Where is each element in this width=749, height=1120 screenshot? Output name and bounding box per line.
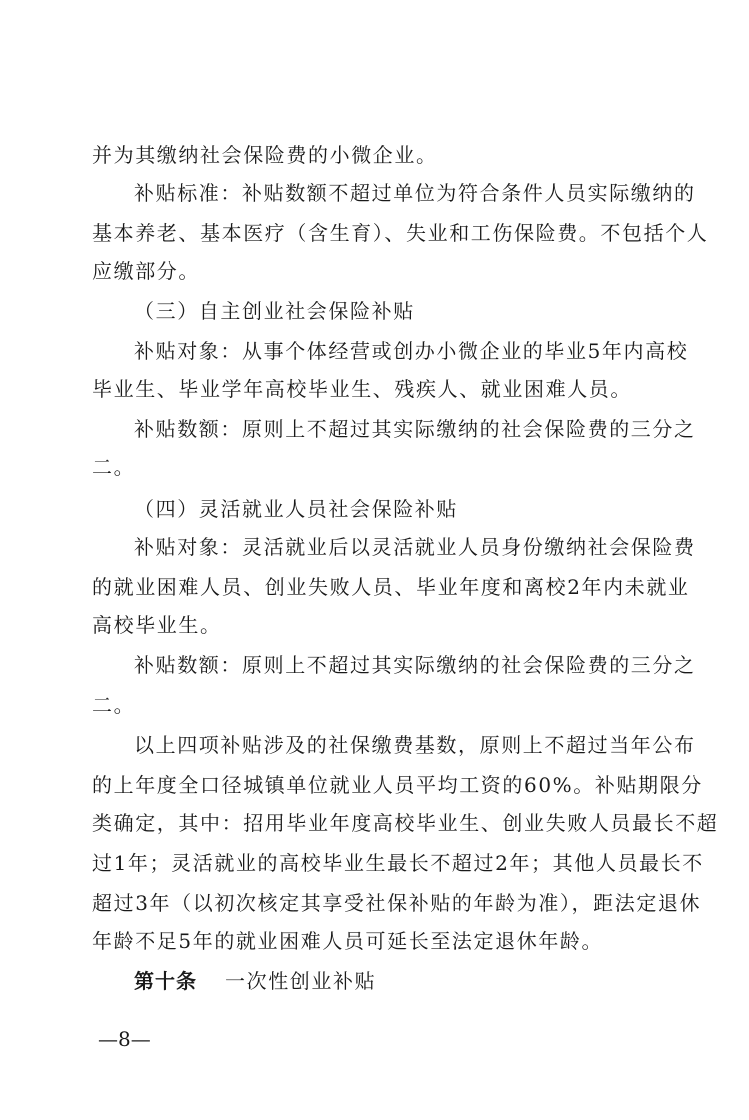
text-line: 高校毕业生。 xyxy=(92,613,222,637)
text-line: 补贴对象：灵活就业后以灵活就业人员身份缴纳社会保险费 xyxy=(134,535,696,559)
text-line: 并为其缴纳社会保险费的小微企业。 xyxy=(92,143,438,167)
text-line: 过1年；灵活就业的高校毕业生最长不超过2年；其他人员最长不 xyxy=(92,851,704,875)
text-line: 应缴部分。 xyxy=(92,259,200,283)
text-line: 补贴标准：补贴数额不超过单位为符合条件人员实际缴纳的 xyxy=(134,181,696,205)
page-number: —8— xyxy=(98,1027,151,1051)
text-line: 类确定，其中：招用毕业年度高校毕业生、创业失败人员最长不超 xyxy=(92,811,719,835)
text-line: 的上年度全口径城镇单位就业人员平均工资的60%。补贴期限分 xyxy=(92,773,703,797)
text-line: 超过3年（以初次核定其享受社保补贴的年龄为准），距法定退休 xyxy=(92,891,702,915)
text-line: 毕业生、毕业学年高校毕业生、残疾人、就业困难人员。 xyxy=(92,377,632,401)
text-line: 的就业困难人员、创业失败人员、毕业年度和离校2年内未就业 xyxy=(92,575,690,599)
text-line: 基本养老、基本医疗（含生育）、失业和工伤保险费。不包括个人 xyxy=(92,221,709,245)
article-number: 第十条 xyxy=(134,969,197,993)
text-line: 补贴对象：从事个体经营或创办小微企业的毕业5年内高校 xyxy=(134,339,689,363)
text-line: 年龄不足5年的就业困难人员可延长至法定退休年龄。 xyxy=(92,929,604,953)
text-line: 补贴数额：原则上不超过其实际缴纳的社会保险费的三分之 xyxy=(134,653,696,677)
section-heading: （三）自主创业社会保险补贴 xyxy=(134,299,415,323)
text-line: 二。 xyxy=(92,693,136,717)
section-heading: （四）灵活就业人员社会保险补贴 xyxy=(134,497,458,521)
article-heading xyxy=(134,966,682,996)
text-line: 以上四项补贴涉及的社保缴费基数，原则上不超过当年公布 xyxy=(134,733,696,757)
text-line: 二。 xyxy=(92,455,136,479)
text-line: 补贴数额：原则上不超过其实际缴纳的社会保险费的三分之 xyxy=(134,417,696,441)
article-title: 一次性创业补贴 xyxy=(225,969,377,993)
